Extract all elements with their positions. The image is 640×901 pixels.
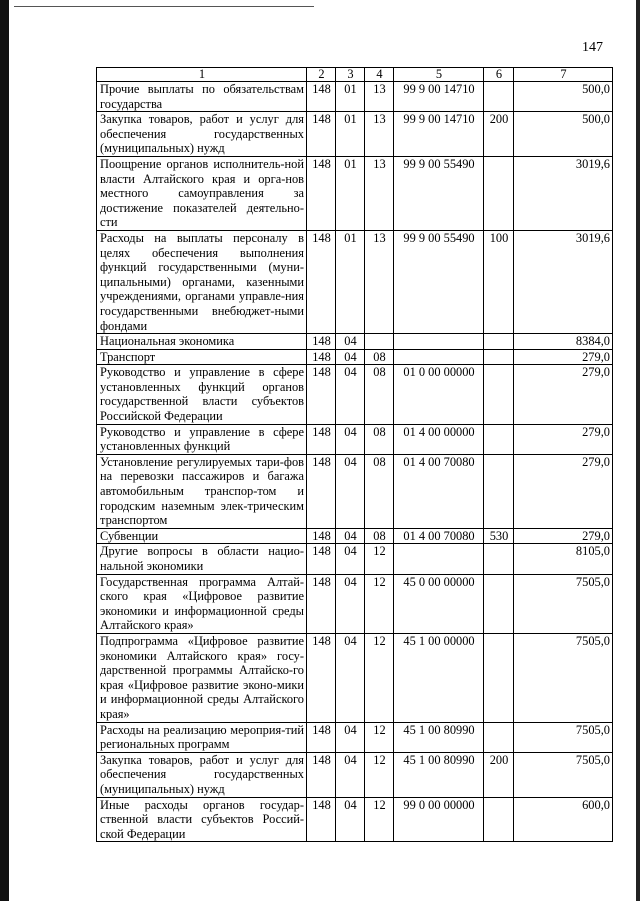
row-name-cell: Установление регулируемых тари-фов на перевозки пассажиров и багажа автомобильным транспор-том и городским наземным элек-трическим транспортом <box>97 454 307 528</box>
row-amount-cell: 3019,6 <box>514 156 613 230</box>
column-header: 1 <box>97 68 307 82</box>
row-subsection-cell: 08 <box>365 349 394 365</box>
row-subsection-cell: 13 <box>365 112 394 157</box>
table-row <box>97 82 613 112</box>
row-amount-cell: 3019,6 <box>514 230 613 333</box>
row-expense-type-cell <box>484 797 514 842</box>
row-section-cell: 04 <box>336 633 365 722</box>
row-section-cell: 01 <box>336 156 365 230</box>
row-amount-cell: 8384,0 <box>514 334 613 350</box>
row-subsection-cell: 12 <box>365 633 394 722</box>
row-subsection-cell: 08 <box>365 528 394 544</box>
row-amount-cell: 279,0 <box>514 454 613 528</box>
row-ministry-cell: 148 <box>307 797 336 842</box>
row-name-cell: Руководство и управление в сфере установленных функций органов государственной власти субъектов Российской Федерации <box>97 365 307 424</box>
row-target-code-cell: 99 9 00 14710 <box>394 82 484 112</box>
row-target-code-cell: 01 4 00 70080 <box>394 528 484 544</box>
row-section-cell: 01 <box>336 230 365 333</box>
row-ministry-cell: 148 <box>307 112 336 157</box>
row-expense-type-cell <box>484 633 514 722</box>
row-amount-cell: 7505,0 <box>514 752 613 797</box>
row-section-cell: 04 <box>336 454 365 528</box>
row-name-cell: Руководство и управление в сфере установленных функций <box>97 424 307 454</box>
table-row <box>97 454 613 528</box>
row-section-cell: 04 <box>336 544 365 574</box>
row-ministry-cell: 148 <box>307 544 336 574</box>
row-subsection-cell: 08 <box>365 424 394 454</box>
row-ministry-cell: 148 <box>307 230 336 333</box>
row-section-cell: 04 <box>336 349 365 365</box>
row-ministry-cell: 148 <box>307 574 336 633</box>
row-expense-type-cell <box>484 722 514 752</box>
row-subsection-cell <box>365 334 394 350</box>
table-row <box>97 112 613 157</box>
row-name-cell: Закупка товаров, работ и услуг для обеспечения государственных (муниципальных) нужд <box>97 752 307 797</box>
row-subsection-cell: 12 <box>365 544 394 574</box>
row-expense-type-cell <box>484 334 514 350</box>
row-amount-cell: 500,0 <box>514 112 613 157</box>
table-header-row <box>97 68 613 82</box>
row-section-cell: 04 <box>336 797 365 842</box>
scan-edge-right <box>636 0 640 901</box>
row-ministry-cell: 148 <box>307 82 336 112</box>
row-name-cell: Субвенции <box>97 528 307 544</box>
row-section-cell: 01 <box>336 82 365 112</box>
row-amount-cell: 7505,0 <box>514 633 613 722</box>
row-amount-cell: 279,0 <box>514 528 613 544</box>
row-subsection-cell: 12 <box>365 574 394 633</box>
row-target-code-cell: 99 9 00 55490 <box>394 230 484 333</box>
row-subsection-cell: 13 <box>365 230 394 333</box>
row-name-cell: Другие вопросы в области нацио-нальной экономики <box>97 544 307 574</box>
table-row <box>97 156 613 230</box>
row-expense-type-cell <box>484 156 514 230</box>
row-expense-type-cell <box>484 544 514 574</box>
row-ministry-cell: 148 <box>307 424 336 454</box>
table-row <box>97 544 613 574</box>
row-name-cell: Закупка товаров, работ и услуг для обеспечения государственных (муниципальных) нужд <box>97 112 307 157</box>
row-section-cell: 04 <box>336 722 365 752</box>
row-target-code-cell: 99 9 00 14710 <box>394 112 484 157</box>
row-target-code-cell: 45 1 00 80990 <box>394 722 484 752</box>
row-ministry-cell: 148 <box>307 156 336 230</box>
row-expense-type-cell <box>484 349 514 365</box>
row-ministry-cell: 148 <box>307 349 336 365</box>
row-target-code-cell: 45 0 00 00000 <box>394 574 484 633</box>
row-ministry-cell: 148 <box>307 334 336 350</box>
table-row <box>97 230 613 333</box>
row-amount-cell: 7505,0 <box>514 574 613 633</box>
row-name-cell: Государственная программа Алтай-ского края «Цифровое развитие экономики и информационной среды Алтайского края» <box>97 574 307 633</box>
row-amount-cell: 7505,0 <box>514 722 613 752</box>
row-target-code-cell: 01 0 00 00000 <box>394 365 484 424</box>
budget-table <box>96 67 613 842</box>
row-expense-type-cell <box>484 365 514 424</box>
row-ministry-cell: 148 <box>307 633 336 722</box>
row-ministry-cell: 148 <box>307 454 336 528</box>
row-subsection-cell: 12 <box>365 722 394 752</box>
column-header: 4 <box>365 68 394 82</box>
page-number: 147 <box>582 40 603 55</box>
column-header: 5 <box>394 68 484 82</box>
row-target-code-cell <box>394 544 484 574</box>
row-section-cell: 04 <box>336 528 365 544</box>
row-name-cell: Иные расходы органов государ-ственной власти субъектов Россий-ской Федерации <box>97 797 307 842</box>
row-subsection-cell: 08 <box>365 454 394 528</box>
row-subsection-cell: 12 <box>365 797 394 842</box>
row-name-cell: Расходы на реализацию мероприя-тий региональных программ <box>97 722 307 752</box>
row-expense-type-cell: 200 <box>484 112 514 157</box>
table-row <box>97 365 613 424</box>
row-amount-cell: 500,0 <box>514 82 613 112</box>
row-target-code-cell <box>394 334 484 350</box>
table-row <box>97 633 613 722</box>
row-target-code-cell: 99 9 00 55490 <box>394 156 484 230</box>
row-section-cell: 04 <box>336 365 365 424</box>
row-expense-type-cell: 530 <box>484 528 514 544</box>
table-row <box>97 528 613 544</box>
row-target-code-cell <box>394 349 484 365</box>
row-expense-type-cell <box>484 424 514 454</box>
scan-edge-left <box>0 0 9 901</box>
row-ministry-cell: 148 <box>307 365 336 424</box>
row-subsection-cell: 13 <box>365 82 394 112</box>
table-row <box>97 349 613 365</box>
table-row <box>97 722 613 752</box>
row-target-code-cell: 01 4 00 70080 <box>394 454 484 528</box>
row-subsection-cell: 13 <box>365 156 394 230</box>
row-amount-cell: 279,0 <box>514 349 613 365</box>
row-target-code-cell: 45 1 00 00000 <box>394 633 484 722</box>
table-row <box>97 797 613 842</box>
scan-edge-top <box>14 0 314 7</box>
row-name-cell: Национальная экономика <box>97 334 307 350</box>
table-row <box>97 574 613 633</box>
table-body <box>97 82 613 842</box>
row-subsection-cell: 08 <box>365 365 394 424</box>
row-amount-cell: 279,0 <box>514 365 613 424</box>
row-expense-type-cell <box>484 82 514 112</box>
table-row <box>97 424 613 454</box>
row-section-cell: 04 <box>336 424 365 454</box>
column-header: 2 <box>307 68 336 82</box>
row-name-cell: Подпрограмма «Цифровое развитие экономики Алтайского края» госу-дарственной программы Алтайско-го края «Цифровое развитие эконо-мики и информационной среды Алтайского края» <box>97 633 307 722</box>
table-row <box>97 752 613 797</box>
row-amount-cell: 600,0 <box>514 797 613 842</box>
row-expense-type-cell <box>484 454 514 528</box>
row-ministry-cell: 148 <box>307 528 336 544</box>
row-name-cell: Расходы на выплаты персоналу в целях обеспечения выполнения функций государственными (муни-ципальными) органами, казенными учреждениями, органами управле-ния государственными внебюджет-ными фондами <box>97 230 307 333</box>
row-target-code-cell: 99 0 00 00000 <box>394 797 484 842</box>
column-header: 3 <box>336 68 365 82</box>
row-target-code-cell: 45 1 00 80990 <box>394 752 484 797</box>
row-target-code-cell: 01 4 00 00000 <box>394 424 484 454</box>
row-expense-type-cell <box>484 574 514 633</box>
row-name-cell: Транспорт <box>97 349 307 365</box>
row-ministry-cell: 148 <box>307 722 336 752</box>
row-name-cell: Поощрение органов исполнитель-ной власти Алтайского края и орга-нов местного самоуправления за достижение показателей деятельно-сти <box>97 156 307 230</box>
row-section-cell: 04 <box>336 334 365 350</box>
row-subsection-cell: 12 <box>365 752 394 797</box>
row-name-cell: Прочие выплаты по обязательствам государства <box>97 82 307 112</box>
row-amount-cell: 8105,0 <box>514 544 613 574</box>
row-section-cell: 04 <box>336 752 365 797</box>
column-header: 7 <box>514 68 613 82</box>
table-row <box>97 334 613 350</box>
row-section-cell: 01 <box>336 112 365 157</box>
row-expense-type-cell: 100 <box>484 230 514 333</box>
row-amount-cell: 279,0 <box>514 424 613 454</box>
column-header: 6 <box>484 68 514 82</box>
row-expense-type-cell: 200 <box>484 752 514 797</box>
row-ministry-cell: 148 <box>307 752 336 797</box>
row-section-cell: 04 <box>336 574 365 633</box>
